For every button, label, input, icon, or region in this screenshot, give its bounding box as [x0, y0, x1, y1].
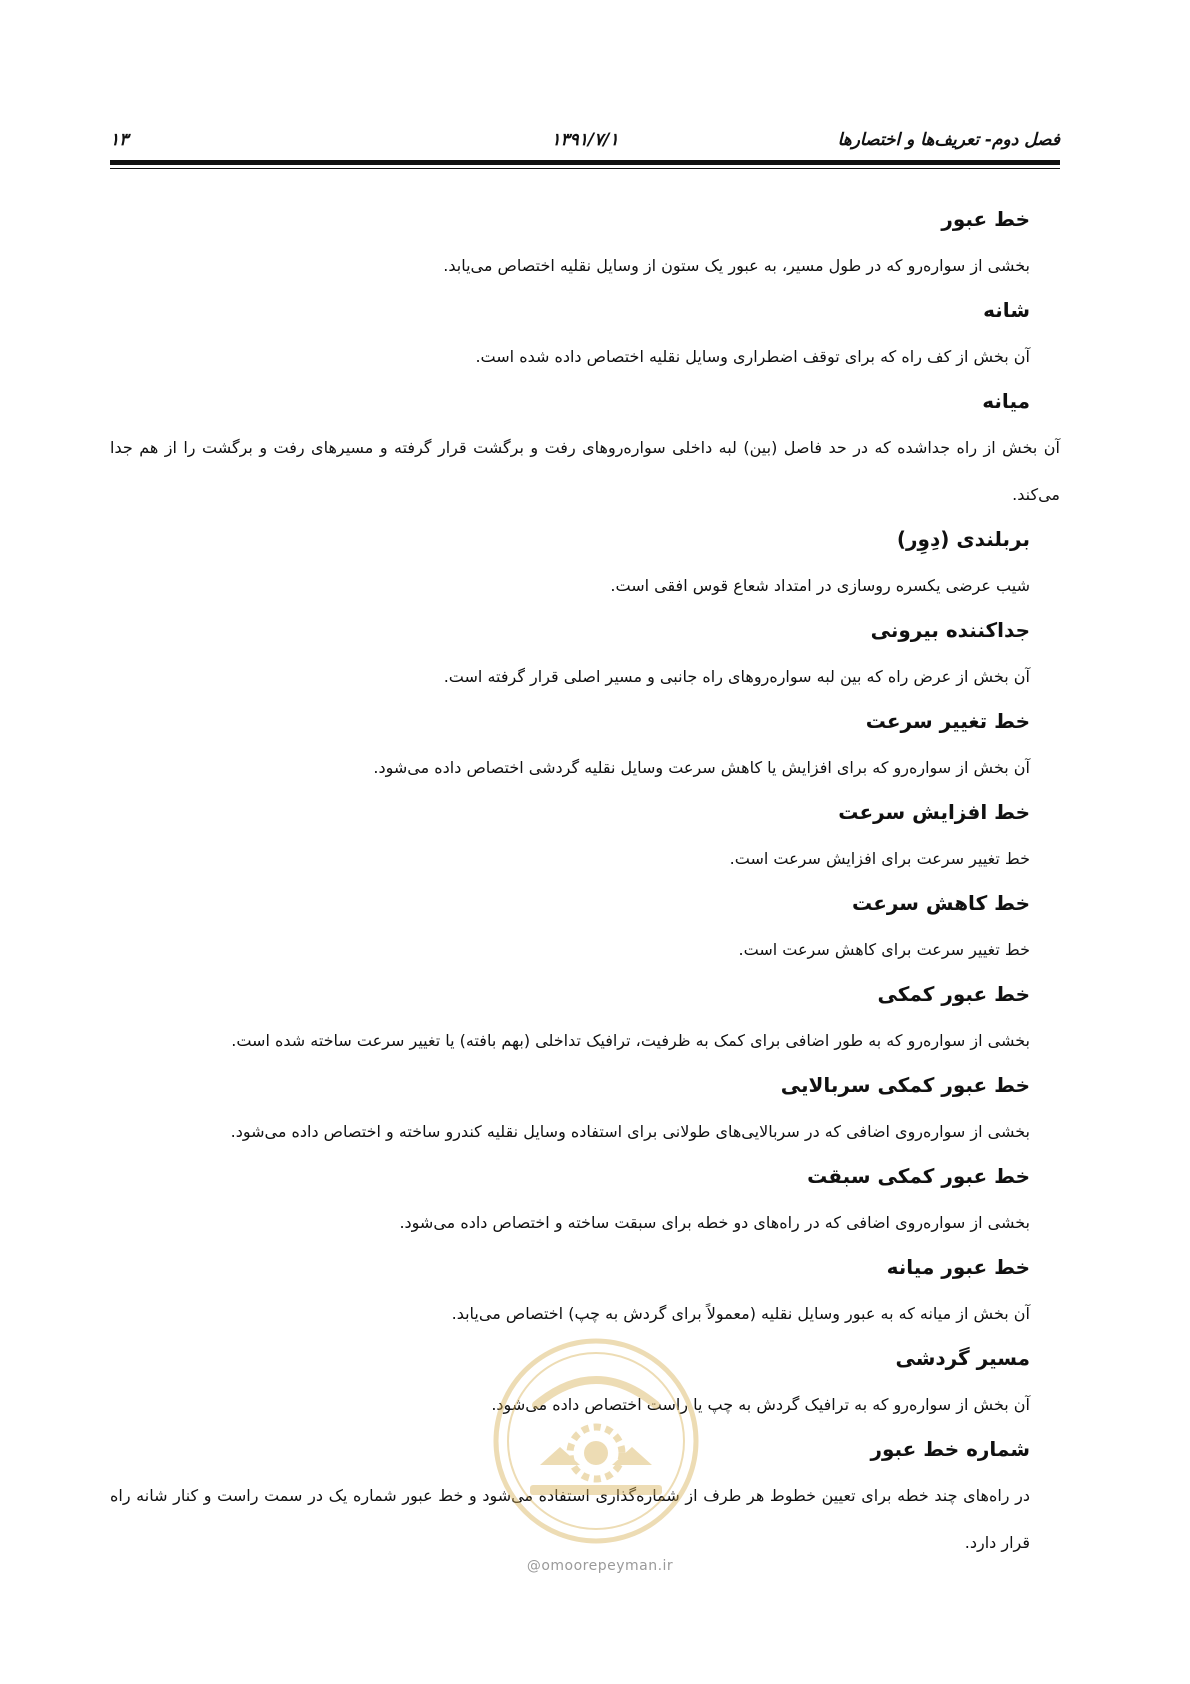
header-date: ۱۳۹۱/۷/۱ — [551, 130, 619, 150]
definition-entry — [110, 609, 1060, 700]
term-title: بربلندی (دِوِر) — [896, 527, 1030, 551]
term-definition: خط تغییر سرعت برای کاهش سرعت است. — [738, 940, 1030, 959]
definition-entry — [110, 1428, 1060, 1566]
term-definition: بخشی از سواره‌رو که به طور اضافی برای کمک به ظرفیت، ترافیک تداخلی (بهم بافته) یا تغییر سرعت ساخته شده است. — [231, 1031, 1030, 1050]
definition-entry — [110, 289, 1060, 380]
definitions-list — [110, 198, 1060, 1566]
definition-entry — [110, 700, 1060, 791]
term-definition: بخشی از سواره‌روی اضافی که در سربالایی‌های طولانی برای استفاده وسایل نقلیه کندرو ساخته و اختصاص داده می‌شود. — [230, 1122, 1030, 1141]
definition-entry — [110, 380, 1060, 518]
definition-entry — [110, 791, 1060, 882]
term-title: خط تغییر سرعت — [865, 709, 1030, 733]
term-definition: خط تغییر سرعت برای افزایش سرعت است. — [729, 849, 1030, 868]
term-definition: آن بخش از سواره‌رو که به ترافیک گردش به چپ یا راست اختصاص داده می‌شود. — [491, 1395, 1030, 1414]
term-title: خط کاهش سرعت — [852, 891, 1030, 915]
term-title: جداکننده بیرونی — [870, 618, 1030, 642]
running-header — [110, 128, 1060, 158]
header-rule-thin — [110, 168, 1060, 169]
term-title: شانه — [983, 298, 1030, 322]
term-definition: آن بخش از میانه که به عبور وسایل نقلیه (معمولاً برای گردش به چپ) اختصاص می‌یابد. — [451, 1304, 1030, 1323]
term-title: خط عبور میانه — [886, 1255, 1030, 1279]
term-title: خط عبور — [941, 207, 1030, 231]
term-definition: آن بخش از راه جداشده که در حد فاصل (بین) لبه داخلی سواره‌روهای رفت و برگشت قرار گرفته و مسیرهای رفت و برگشت را از هم جدا می‌کند. — [110, 438, 1060, 504]
term-definition: در راه‌های چند خطه برای تعیین خطوط هر طرف از شماره‌گذاری استفاده می‌شود و خط عبور شماره یک در سمت راست و کنار شانه راه قرار دارد. — [110, 1486, 1030, 1552]
definition-entry — [110, 973, 1060, 1064]
page-number: ۱۳ — [110, 130, 129, 150]
term-definition: آن بخش از سواره‌رو که برای افزایش یا کاهش سرعت وسایل نقلیه گردشی اختصاص داده می‌شود. — [373, 758, 1030, 777]
definition-entry — [110, 518, 1060, 609]
definition-entry — [110, 198, 1060, 289]
chapter-title: فصل دوم- تعریف‌ها و اختصارها — [837, 130, 1060, 150]
term-definition: بخشی از سواره‌روی اضافی که در راه‌های دو خطه برای سبقت ساخته و اختصاص داده می‌شود. — [399, 1213, 1030, 1232]
term-definition: بخشی از سواره‌رو که در طول مسیر، به عبور یک ستون از وسایل نقلیه اختصاص می‌یابد. — [443, 256, 1030, 275]
term-title: خط عبور کمکی سربالایی — [780, 1073, 1030, 1097]
term-title: خط عبور کمکی سبقت — [807, 1164, 1030, 1188]
watermark-url: @omoorepeyman.ir — [526, 1558, 674, 1574]
definition-entry — [110, 1246, 1060, 1337]
term-title: میانه — [982, 389, 1030, 413]
term-title: مسیر گردشی — [895, 1346, 1030, 1370]
term-title: شماره خط عبور — [870, 1437, 1030, 1461]
definition-entry — [110, 1064, 1060, 1155]
term-definition: شیب عرضی یکسره روسازی در امتداد شعاع قوس افقی است. — [610, 576, 1030, 595]
term-definition: آن بخش از عرض راه که بین لبه سواره‌روهای راه جانبی و مسیر اصلی قرار گرفته است. — [443, 667, 1030, 686]
definition-entry — [110, 1155, 1060, 1246]
header-rule-thick — [110, 160, 1060, 165]
term-title: خط افزایش سرعت — [838, 800, 1030, 824]
term-title: خط عبور کمکی — [877, 982, 1030, 1006]
definition-entry — [110, 1337, 1060, 1428]
definition-entry — [110, 882, 1060, 973]
term-definition: آن بخش از کف راه که برای توقف اضطراری وسایل نقلیه اختصاص داده شده است. — [475, 347, 1030, 366]
